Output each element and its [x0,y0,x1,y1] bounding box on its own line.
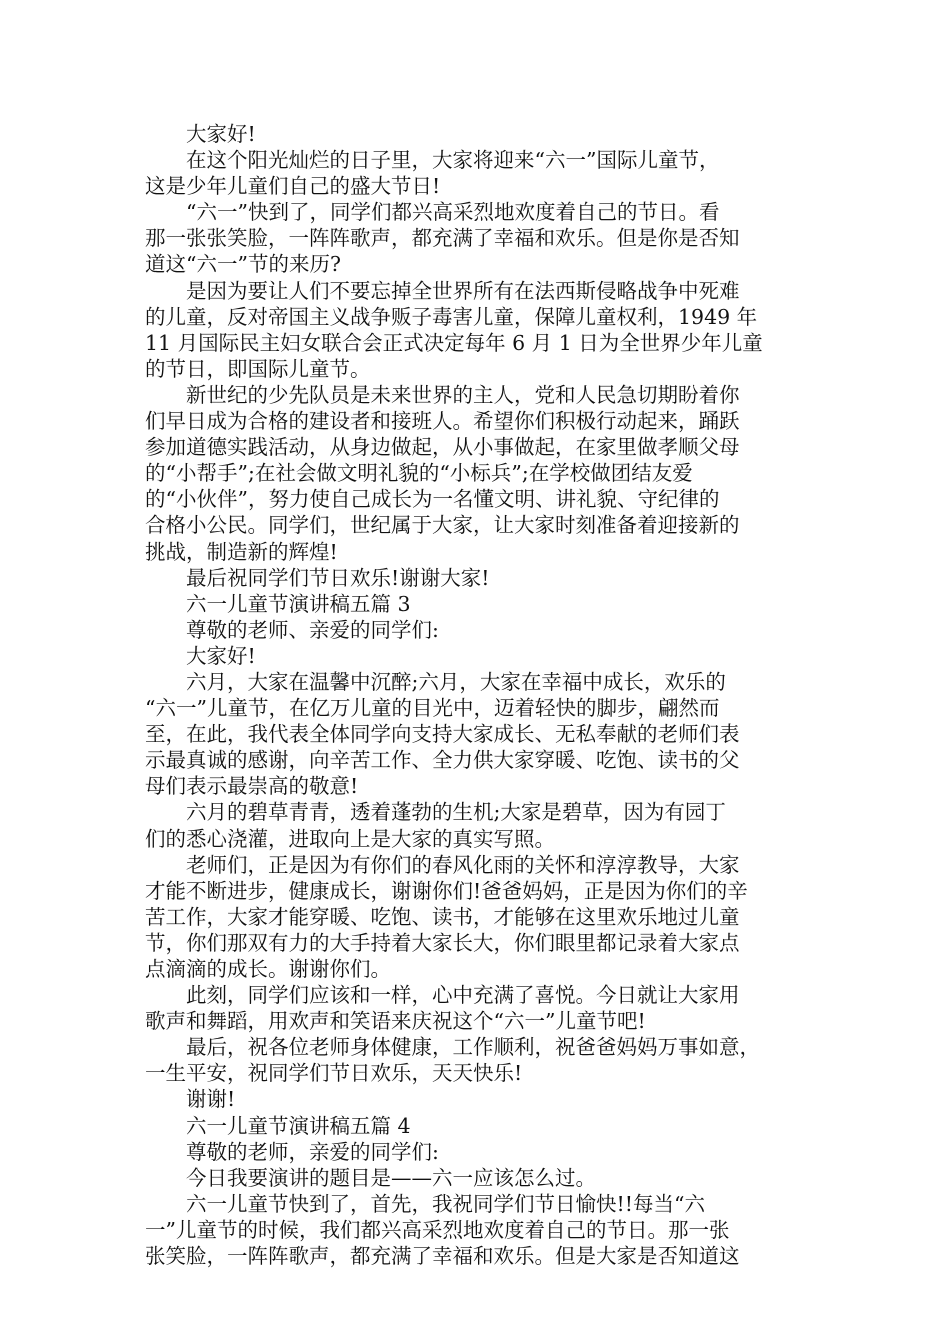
paragraph-line-indented: 谢谢! [186,1087,236,1112]
paragraph-line: 至，在此，我代表全体同学向支持大家成长、无私奉献的老师们表 [145,722,740,747]
paragraph-line-indented: 六一儿童节快到了，首先，我祝同学们节日愉快!!每当“六 [186,1191,705,1216]
paragraph-line: 这是少年儿童们自己的盛大节日! [145,174,441,199]
paragraph-line-indented: 是因为要让人们不要忘掉全世界所有在法西斯侵略战争中死难 [186,278,740,303]
paragraph-line-indented: 最后祝同学们节日欢乐!谢谢大家! [186,565,490,590]
paragraph-line: 们的悉心浇灌，进取向上是大家的真实写照。 [145,826,555,851]
paragraph-line: 的“小帮手”;在社会做文明礼貌的“小标兵”;在学校做团结友爱 [145,461,693,486]
paragraph-line: 苦工作，大家才能穿暖、吃饱、读书，才能够在这里欢乐地过儿童 [145,904,740,929]
paragraph-line-indented: 此刻，同学们应该和一样，心中充满了喜悦。今日就让大家用 [186,983,740,1008]
paragraph-line-indented: 今日我要演讲的题目是——六一应该怎么过。 [186,1165,596,1190]
paragraph-line-indented: 六月，大家在温馨中沉醉;六月，大家在幸福中成长，欢乐的 [186,669,726,694]
paragraph-line: 张笑脸，一阵阵歌声，都充满了幸福和欢乐。但是大家是否知道这 [145,1244,740,1269]
paragraph-line: 点滴滴的成长。谢谢你们。 [145,957,391,981]
paragraph-line-indented: 六月的碧草青青，透着蓬勃的生机;大家是碧草，因为有园丁 [186,800,726,825]
paragraph-line-indented: 新世纪的少先队员是未来世界的主人，党和人民急切期盼着你 [186,382,740,407]
paragraph-line: 才能不断进步，健康成长，谢谢你们!爸爸妈妈，正是因为你们的辛 [145,878,748,903]
paragraph-line-indented: 六一儿童节演讲稿五篇 4 [186,1113,411,1138]
document-body [145,121,813,1269]
paragraph-line: “六一”儿童节，在亿万儿童的目光中，迈着轻快的脚步，翩然而 [145,696,720,721]
paragraph-line: 的“小伙伴”，努力使自己成长为一名懂文明、讲礼貌、守纪律的 [145,487,720,512]
paragraph-line: 一生平安，祝同学们节日欢乐，天天快乐! [145,1061,523,1086]
paragraph-line: 母们表示最崇高的敬意! [145,774,359,799]
paragraph-line-indented: 尊敬的老师，亲爱的同学们: [186,1139,439,1164]
paragraph-line-indented: 大家好! [186,122,256,146]
paragraph-line: 们早日成为合格的建设者和接班人。希望你们积极行动起来，踊跃 [145,409,740,434]
paragraph-line-indented: 最后，祝各位老师身体健康，工作顺利，祝爸爸妈妈万事如意， [186,1035,760,1060]
paragraph-line: 那一张张笑脸，一阵阵歌声，都充满了幸福和欢乐。但是你是否知 [145,226,740,251]
paragraph-line: 参加道德实践活动，从身边做起，从小事做起，在家里做孝顺父母 [145,435,740,460]
paragraph-line: 歌声和舞蹈，用欢声和笑语来庆祝这个“六一”儿童节吧! [145,1009,646,1034]
paragraph-line-indented: 老师们，正是因为有你们的春风化雨的关怀和淳淳教导，大家 [186,852,740,877]
paragraph-line-indented: 在这个阳光灿烂的日子里，大家将迎来“六一”国际儿童节， [186,148,720,173]
paragraph-line-indented: 尊敬的老师、亲爱的同学们: [186,617,439,642]
paragraph-line: 11 月国际民主妇女联合会正式决定每年 6 月 1 日为全世界少年儿童 [145,330,763,355]
paragraph-line-indented: 大家好! [186,643,256,668]
paragraph-line: 一”儿童节的时候，我们都兴高采烈地欢度着自己的节日。那一张 [145,1217,730,1242]
paragraph-line-indented: 六一儿童节演讲稿五篇 3 [186,591,411,616]
paragraph-line: 道这“六一”节的来历? [145,252,341,277]
paragraph-line: 节，你们那双有力的大手持着大家长大，你们眼里都记录着大家点 [145,930,740,955]
paragraph-line: 挑战，制造新的辉煌! [145,539,338,564]
paragraph-line: 示最真诚的感谢，向辛苦工作、全力供大家穿暖、吃饱、读书的父 [145,748,740,773]
paragraph-line: 的节日，即国际儿童节。 [145,356,371,381]
paragraph-line: 合格小公民。同学们，世纪属于大家，让大家时刻准备着迎接新的 [145,513,740,538]
paragraph-line: 的儿童，反对帝国主义战争贩子毒害儿童，保障儿童权利，1949 年 [145,304,758,329]
paragraph-line-indented: “六一”快到了，同学们都兴高采烈地欢度着自己的节日。看 [186,200,720,225]
